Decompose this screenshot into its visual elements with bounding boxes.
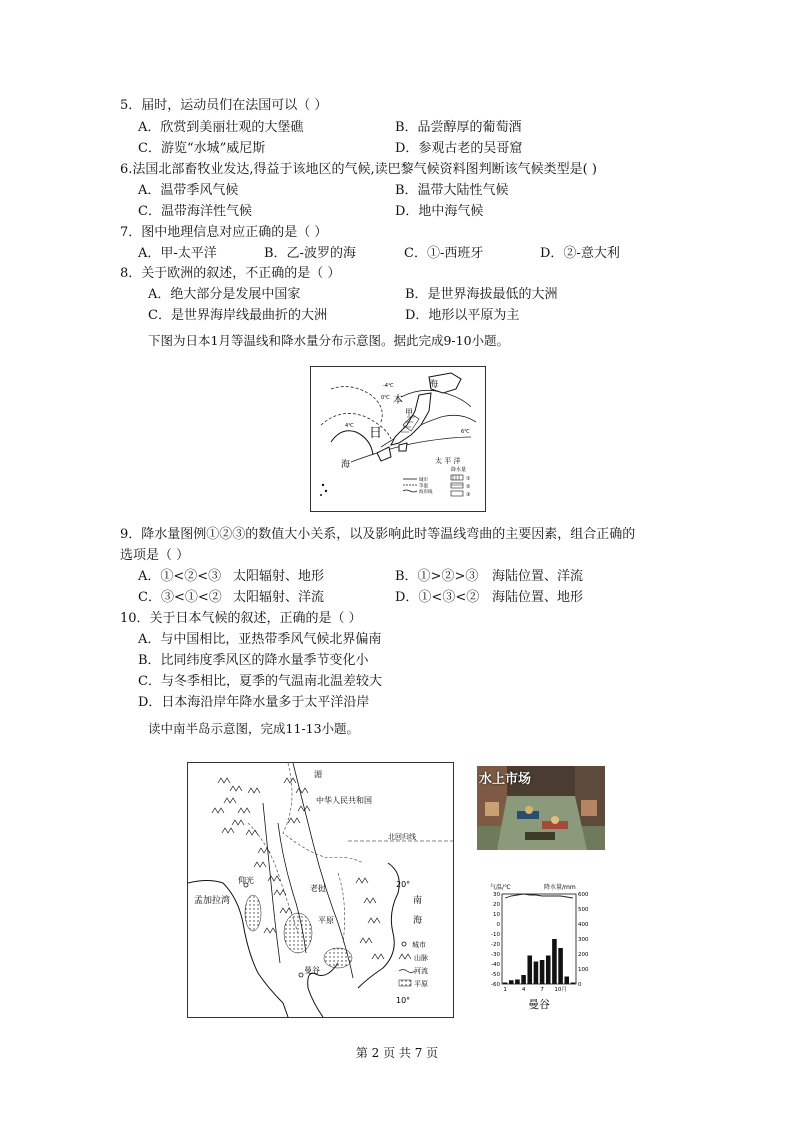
mountain-symbol	[296, 788, 308, 793]
mountain-symbol	[254, 862, 266, 867]
label-bangkok: 曼谷	[304, 966, 320, 975]
rain-tick-label: 200	[578, 952, 589, 958]
rain-tick-label: 500	[578, 907, 589, 913]
q8-stem: 8．关于欧洲的叙述，不正确的是（ ）	[120, 266, 341, 281]
photo-caption: 水上市场	[479, 772, 532, 787]
intro-11-13: 读中南半岛示意图，完成11-13小题。	[148, 721, 360, 736]
q7-option-a: A．甲-太平洋	[138, 246, 217, 261]
mountain-symbol	[246, 830, 258, 835]
rain-bar	[503, 983, 508, 985]
month-tick-label: 1	[503, 987, 507, 993]
floating-market-photo	[477, 766, 605, 850]
chart-city: 曼谷	[528, 998, 550, 1011]
q10-option-c: C．与冬季相比，夏季的气温南北温差较大	[138, 674, 382, 689]
q6-option-d: D．地中海气候	[395, 204, 484, 219]
q9-option-d-factors: 海陆位置、地形	[492, 590, 584, 605]
q9-option-a: A．①<②<③	[138, 569, 222, 584]
label-tropic: 北回归线	[388, 833, 416, 841]
q7-option-b: B．乙-波罗的海	[264, 246, 356, 261]
mountain-symbol	[230, 786, 242, 791]
q6-option-a: A．温带季风气候	[138, 183, 239, 198]
rain-tick-label: 100	[578, 967, 589, 973]
rain-tick-label: 0	[578, 982, 582, 988]
q8-option-b: B．是世界海拔最低的大洲	[405, 287, 558, 302]
rain-bar	[534, 962, 539, 985]
temp-tick-label: -50	[491, 972, 500, 978]
mountain-symbol	[232, 820, 244, 825]
q10-stem: 10．关于日本气候的叙述，正确的是（ ）	[120, 611, 362, 626]
q9-stem-line1: 9．降水量图例①②③的数值大小关系，以及影响此时等温线弯曲的主要因素，组合正确的	[120, 527, 636, 542]
map-label-hon: 本	[393, 395, 403, 406]
mountain-symbol	[368, 918, 380, 923]
q5-option-c: C．游览“水城”威尼斯	[138, 141, 266, 156]
month-tick-label: 10月	[554, 987, 567, 993]
q8-option-a: A．绝大部分是发展中国家	[148, 287, 301, 302]
legend-city: 城市	[412, 941, 426, 949]
label-sea: 海	[413, 916, 423, 926]
lat-10: 10°	[396, 996, 411, 1005]
map-label-sea-north: 海	[429, 380, 439, 390]
q5-option-a: A．欣赏到美丽壮观的大堡礁	[138, 120, 304, 135]
isotherm-label-4: 6℃	[461, 429, 470, 435]
label-yangon: 仰光	[238, 876, 254, 885]
rain-bar	[515, 980, 520, 985]
q7-option-d: D．②-意大利	[540, 246, 620, 261]
lat-20: 20°	[396, 880, 411, 889]
rain-bar	[509, 980, 514, 984]
rain-bar	[521, 975, 526, 984]
mountain-symbol	[284, 778, 296, 783]
temp-tick-label: -40	[491, 962, 500, 968]
page-footer: 第 2 页 共 7 页	[355, 1046, 439, 1060]
q9-option-d: D．①<③<②	[395, 590, 480, 605]
legend-city: 城市	[419, 478, 428, 483]
temperature-line	[505, 894, 573, 898]
q6-option-b: B．温带大陆性气候	[395, 183, 509, 198]
legend-river: 河流	[414, 967, 428, 975]
indochina-map	[187, 762, 454, 1018]
temp-tick-label: -10	[491, 932, 500, 938]
mountain-symbol	[288, 818, 300, 823]
q8-option-c: C．是世界海岸线最曲折的大洲	[148, 308, 327, 323]
rain-bar	[552, 939, 557, 984]
rain-bar	[527, 956, 532, 985]
q9-option-c: C．③<①<②	[138, 590, 222, 605]
temp-tick-label: 20	[493, 902, 500, 908]
legend-r3: ③	[466, 492, 471, 498]
q10-option-a: A．与中国相比，亚热带季风气候北界偏南	[138, 632, 382, 647]
intro-9-10: 下图为日本1月等温线和降水量分布示意图。据此完成9-10小题。	[148, 333, 510, 348]
rain-bar	[564, 977, 569, 985]
legend-r2: ②	[466, 484, 471, 490]
q9-option-b-factors: 海陆位置、洋流	[492, 569, 584, 584]
rain-tick-label: 400	[578, 922, 589, 928]
q6-option-c: C．温带海洋性气候	[138, 204, 252, 219]
label-china: 中华人民共和国	[316, 796, 372, 805]
isotherm-label-2: 0℃	[381, 395, 390, 401]
label-plain: 平原	[318, 916, 334, 925]
q10-option-b: B．比同纬度季风区的降水量季节变化小	[138, 653, 369, 668]
mountain-symbol	[360, 938, 372, 943]
rain-bar	[546, 956, 551, 985]
q7-stem: 7．图中地理信息对应正确的是（ ）	[120, 225, 328, 240]
rain-axis-label: 降水量/mm	[544, 884, 576, 891]
q5-option-d: D．参观古老的吴哥窟	[395, 141, 523, 156]
map-label-pacific: 太 平 洋	[435, 457, 461, 465]
isotherm-label-1: -4℃	[383, 383, 394, 389]
q7-option-c: C．①-西班牙	[404, 246, 484, 261]
mountain-symbol	[264, 928, 276, 933]
temp-tick-label: 30	[493, 892, 500, 898]
label-gulf: 孟加拉湾	[194, 896, 231, 906]
rain-tick-label: 600	[578, 892, 589, 898]
legend-plain: 平原	[414, 980, 428, 988]
month-tick-label: 4	[521, 987, 526, 993]
legend-mountain: 山脉	[414, 954, 428, 962]
mountain-symbol	[224, 798, 236, 803]
label-river: 湄	[314, 770, 322, 779]
bangkok-climate-chart	[476, 880, 606, 1016]
legend-iso: 等温	[419, 484, 428, 489]
japan-isotherm-map	[310, 366, 486, 512]
q8-option-d: D．地形以平原为主	[405, 308, 520, 323]
mountain-symbol	[268, 876, 280, 881]
month-tick-label: 7	[540, 987, 544, 993]
q5-stem: 5．届时，运动员们在法国可以（ ）	[120, 98, 328, 113]
rain-bar	[571, 983, 576, 985]
mountain-symbol	[222, 828, 234, 833]
rain-tick-label: 300	[578, 937, 589, 943]
map-label-jia: 甲	[405, 408, 413, 417]
mountain-symbol	[372, 954, 384, 959]
legend-title: 降水量	[451, 467, 467, 473]
mountain-symbol	[248, 788, 260, 793]
temp-tick-label: 0	[496, 922, 500, 928]
temp-tick-label: -20	[491, 942, 500, 948]
q9-option-a-factors: 太阳辐射、地形	[233, 569, 325, 584]
q9-option-c-factors: 太阳辐射、洋流	[233, 590, 325, 605]
q9-stem-line2: 选项是（ ）	[120, 548, 190, 563]
temp-axis-label: 气温/℃	[490, 884, 511, 891]
map-label-ocean: 海	[341, 460, 351, 470]
rain-bar	[540, 960, 545, 984]
temp-tick-label: 10	[493, 912, 500, 918]
q10-option-d: D．日本海沿岸年降水量多于太平洋沿岸	[138, 695, 370, 710]
mountain-symbol	[356, 878, 368, 883]
rain-bar	[558, 948, 563, 984]
q5-option-b: B．品尝醇厚的葡萄酒	[395, 120, 522, 135]
label-laos: 老挝	[310, 884, 326, 893]
mountain-symbol	[218, 778, 230, 783]
city-marker-bangkok	[299, 973, 303, 977]
mountain-symbol	[212, 808, 224, 813]
mountain-symbol	[238, 808, 250, 813]
mountain-symbol	[364, 898, 376, 903]
temp-tick-label: -60	[491, 982, 500, 988]
label-south: 南	[413, 896, 423, 906]
legend-r1: ①	[466, 476, 471, 482]
q6-stem: 6.法国北部畜牧业发达,得益于该地区的气候,读巴黎气候资料图判断该气候类型是( )	[120, 162, 597, 177]
isotherm-label-3: 4℃	[345, 423, 354, 429]
temp-tick-label: -30	[491, 952, 500, 958]
legend-coast: 海岸线	[419, 490, 433, 495]
map-label-ri: 日	[369, 426, 383, 441]
q9-option-b: B．①>②>③	[395, 569, 479, 584]
